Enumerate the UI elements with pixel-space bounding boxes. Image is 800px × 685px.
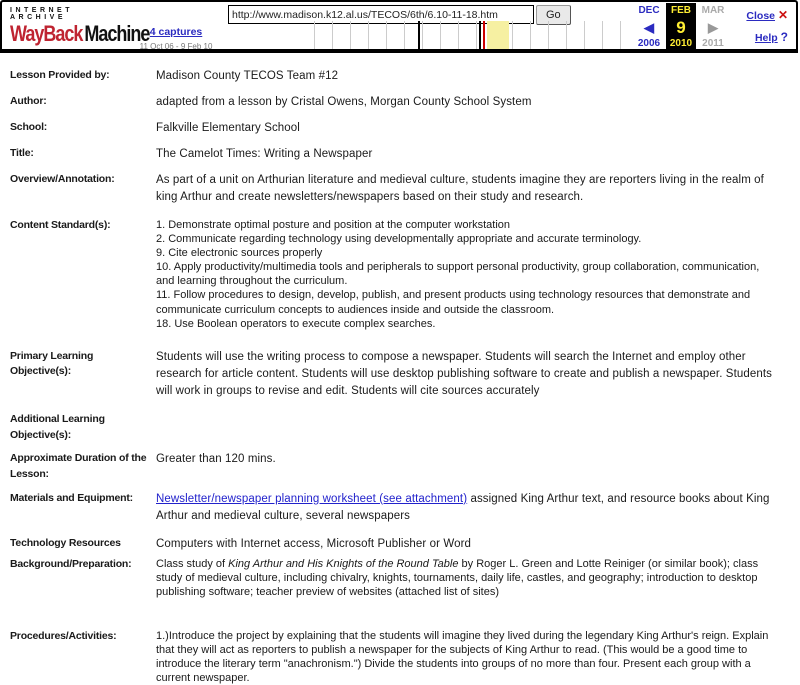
internet-archive-label: INTERNET ARCHIVE xyxy=(10,7,73,21)
timeline-tick xyxy=(476,21,477,49)
field-row-content-standards xyxy=(10,218,790,331)
timeline-tick xyxy=(404,21,405,49)
timeline-selected-range[interactable] xyxy=(487,21,509,49)
field-value xyxy=(156,491,778,525)
next-capture-arrow-icon: ▶ xyxy=(708,20,718,35)
value-text: Greater than 120 mins. xyxy=(156,453,276,466)
close-toolbar-control[interactable] xyxy=(746,8,788,22)
field-value xyxy=(156,629,778,685)
timeline-tick xyxy=(548,21,549,49)
help-icon[interactable]: ? xyxy=(780,30,788,44)
field-label: Materials and Equipment: xyxy=(10,491,133,504)
field-row-overview xyxy=(10,172,790,206)
next-year-label: 2011 xyxy=(702,37,724,49)
field-row-materials xyxy=(10,491,790,525)
field-label: Approximate Duration of the Lesson: xyxy=(10,452,147,481)
field-row-duration xyxy=(10,451,790,483)
field-label: Primary Learning Objective(s): xyxy=(10,349,94,378)
field-label: Technology Resources xyxy=(10,536,121,549)
field-label: Additional Learning Objective(s): xyxy=(10,412,105,441)
field-label: Procedures/Activities: xyxy=(10,630,117,643)
field-value xyxy=(156,349,778,400)
document-rows xyxy=(10,68,790,685)
current-month-label: FEB xyxy=(666,3,696,18)
value-text: adapted from a lesson by Cristal Owens, Morgan County School System xyxy=(156,96,532,109)
timeline-tick xyxy=(350,21,351,49)
close-link[interactable]: Close xyxy=(746,10,776,22)
captures-summary xyxy=(130,22,222,51)
value-text: Students will use the writing process to compose a newspaper. Students will search the Internet and employ other research for article content. Students will use desktop publishing software to create and publish a newspaper. Students will work in groups to revise and edit. Students will cite sources accurately xyxy=(156,350,773,397)
timeline-tick xyxy=(530,21,531,49)
value-text: 1. Demonstrate optimal posture and position at the computer workstation 2. Communicate regarding technology using developmentally appropriate and accurate terminology. 9. Cite electronic sources properly 10. Apply productivity/multimedia tools and peripherals to support personal productivity, group collaboration, communication, and learning throughout the curriculum. 11. Follow procedures to design, develop, publish, and present products using technology resources that demonstrate and communicate curriculum concepts to audiences inside and outside the classroom. 18. Use Boolean operators to execute complex searches. xyxy=(156,219,760,330)
field-label: Background/Preparation: xyxy=(10,557,132,570)
timeline-capture-marker[interactable] xyxy=(483,21,485,49)
wayback-machine-logo[interactable] xyxy=(10,7,150,46)
field-label: Overview/Annotation: xyxy=(10,173,115,186)
value-text: Computers with Internet access, Microsoft Publisher or Word xyxy=(156,537,472,550)
attachment-link[interactable]: Newsletter/newspaper planning worksheet (see attachment) xyxy=(156,492,468,505)
prev-month-label[interactable]: DEC xyxy=(638,4,660,16)
timeline-tick xyxy=(368,21,369,49)
prev-year-label[interactable]: 2006 xyxy=(637,37,661,49)
field-value xyxy=(156,557,778,599)
value-text: by Roger L. Green and Lotte Reiniger (or similar book); class study of medieval culture, including chivalry, knights, tournaments, daily life, castles, and geography; introduction to desktop publishing software; teacher preview of websites (attached list of sites) xyxy=(156,557,759,598)
field-row-school xyxy=(10,120,790,137)
value-text: Class study of xyxy=(156,557,229,570)
field-value xyxy=(156,172,778,206)
field-row-background xyxy=(10,557,790,599)
timeline-tick xyxy=(602,21,603,49)
timeline-capture-marker[interactable] xyxy=(418,21,420,49)
value-text: King Arthur and His Knights of the Round Table xyxy=(228,557,459,570)
field-value xyxy=(156,68,778,85)
value-text: assigned King Arthur text, and resource books about King Arthur and medieval culture, several newspapers xyxy=(156,492,770,522)
field-row-technology xyxy=(10,536,790,553)
field-row-author xyxy=(10,94,790,111)
value-text: As part of a unit on Arthurian literature and medieval culture, students imagine they are reporters living in the realm of king Arthur and create newsletters/newspapers based on their study and research. xyxy=(156,174,764,204)
field-label: Lesson Provided by: xyxy=(10,69,110,81)
field-value xyxy=(156,536,778,553)
go-button[interactable]: Go xyxy=(536,5,571,25)
field-row-primary-objectives xyxy=(10,349,790,400)
captures-link[interactable]: 4 captures xyxy=(149,26,203,38)
timeline-tick xyxy=(584,21,585,49)
field-label: Content Standard(s): xyxy=(10,219,111,232)
value-text: 1.)Introduce the project by explaining that the students will imagine they lived during the legendary King Arthur's reign. Explain that they will act as reporters to publish a newspaper for the subjects of King Arthur to read. (This would be a good time to introduce the literary term "anachronism.") Divide the students into groups of no more than four. Present each group with a current newspaper. xyxy=(156,630,769,685)
date-navigator xyxy=(632,3,730,50)
timeline-tick xyxy=(566,21,567,49)
help-link[interactable]: Help xyxy=(754,32,778,44)
field-value xyxy=(156,94,778,111)
field-value xyxy=(156,120,778,137)
value-text: The Camelot Times: Writing a Newspaper xyxy=(156,148,373,161)
timeline-tick xyxy=(458,21,459,49)
timeline-capture-marker[interactable] xyxy=(479,21,481,49)
field-label: Title: xyxy=(10,147,34,160)
field-label: School: xyxy=(10,121,48,134)
field-value xyxy=(156,146,778,163)
close-icon[interactable]: ✕ xyxy=(777,8,788,22)
field-row-procedures xyxy=(10,629,790,685)
current-day-label: 9 xyxy=(666,18,696,37)
timeline-tick xyxy=(620,21,621,49)
field-value xyxy=(156,451,778,468)
field-row-title xyxy=(10,146,790,163)
timeline-tick xyxy=(440,21,441,49)
timeline-tick xyxy=(386,21,387,49)
lesson-plan-document xyxy=(0,53,800,685)
captures-date-range: 11 Oct 06 - 9 Feb 10 xyxy=(139,42,213,51)
value-text: Madison County TECOS Team #12 xyxy=(156,70,339,82)
prev-capture-arrow-icon[interactable]: ◀ xyxy=(644,20,654,35)
timeline[interactable] xyxy=(310,21,628,49)
help-control[interactable] xyxy=(755,30,788,44)
field-row-lesson-provided xyxy=(10,68,790,85)
current-year-label: 2010 xyxy=(666,37,696,50)
field-label: Author: xyxy=(10,95,47,108)
wayback-machine-wordmark xyxy=(10,20,150,46)
timeline-tick xyxy=(314,21,315,49)
wordmark-machine: Machine xyxy=(84,20,150,46)
wordmark-wayback: WayBack xyxy=(10,20,83,46)
field-value xyxy=(156,218,778,331)
value-text: Falkville Elementary School xyxy=(156,122,300,135)
wayback-toolbar xyxy=(0,0,798,53)
field-row-additional-objectives xyxy=(10,412,790,444)
timeline-tick xyxy=(422,21,423,49)
timeline-tick xyxy=(512,21,513,49)
next-month-label: MAR xyxy=(701,4,725,16)
timeline-tick xyxy=(332,21,333,49)
